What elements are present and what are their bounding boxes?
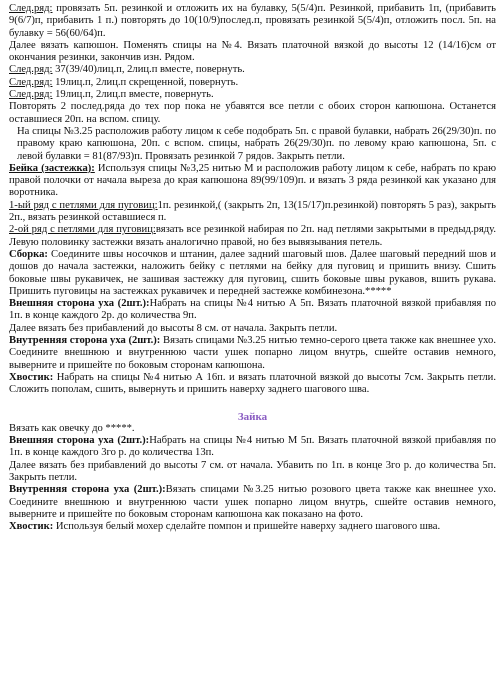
- assembly-heading: Сборка:: [9, 248, 48, 260]
- tail-heading: Хвостик:: [9, 371, 54, 383]
- bunny-outer-ear-heading: Внешняя сторона уха (2шт.):: [9, 435, 150, 447]
- paragraph-text: Используя спицы №3,25 нитью М и расположив работу лицом к себе, набрать по краю правой полочки от начала выреза до края капюшона 89(99/109)п. и вязать 3 ряда резинкой как указано для воротника.: [9, 162, 496, 199]
- paragraph-collar: На спицы №3.25 расположив работу лицом к себе подобрать 5п. с правой булавки, набрать 26(29/30)п. по правому краю капюшона, 20п. с вспом. спицы, набрать 26(29/30)п. по левому краю капюшона, 5п. с левой булавки = 81(87/93)п. Провязать резинкой 7 рядов. Закрыть петли.: [17, 125, 496, 162]
- paragraph-placket: [9, 163, 496, 200]
- paragraph-text: 19лиц.п, 2лиц.п скрещенной, повернуть.: [52, 76, 239, 88]
- paragraph-text: Вязать спицами №3.25 нитью розового цвета также как внешнее ухо. Соедините внешнюю и внутреннюю части ушек попарно лицом внутрь, сшейте оставив немного, выверните и пришейте по боковым сторонам капюшона как показано на фото.: [9, 484, 497, 520]
- section-title-bunny: Зайка: [237, 410, 268, 423]
- paragraph-bunny-inner-ear: [9, 484, 496, 521]
- paragraph-text: Набрать на спицы №4 нитью М 5п. Вязать платочной вязкой прибавляя по 1п. в конце каждого 3го р. до количества 13п.: [9, 435, 496, 459]
- placket-heading: Бейка (застежка):: [9, 162, 95, 174]
- next-row-label: След.ряд:: [9, 64, 53, 76]
- bunny-inner-ear-heading: Внутренняя сторона уха (2шт.):: [9, 484, 166, 496]
- paragraph-text: Набрать на спицы №4 нитью А 16п. и вязать платочной вязкой до высоты 7см. Закрыть петли. Сложить пополам, сшить, вывернуть и пришить наверху заднего шагового шва.: [9, 371, 496, 396]
- paragraph-repeat-rows: Повторять 2 послед.ряда до тех пор пока не убавятся все петли с обоих сторон капюшона. Останется оставшиеся 20п. на вспом. спицу.: [9, 101, 496, 125]
- buttonhole-row-2-label: 2-ой ряд с петлями для пуговиц:: [9, 224, 156, 236]
- bunny-tail-heading: Хвостик:: [9, 521, 54, 533]
- paragraph-bunny-outer-ear-cont: Далее вязать без прибавлений до высоты 7 см. от начала. Убавить по 1п. в конце 3го р. до количества 5п. Закрыть петли.: [9, 459, 496, 483]
- paragraph-bunny-tail: [9, 521, 496, 533]
- paragraph-assembly: [9, 249, 496, 298]
- paragraph-next-row-2: [9, 64, 496, 76]
- paragraph-buttonhole-row-1: [9, 200, 496, 225]
- inner-ear-heading: Внутренняя сторона уха (2шт.):: [9, 335, 161, 347]
- paragraph-next-row-1: [9, 3, 496, 40]
- paragraph-tail: [9, 372, 496, 397]
- section-spacer: [9, 397, 496, 411]
- paragraph-text: Соедините швы носочков и штанин, далее задний шаговый шов. Далее шаговый передний шов и дошов до начала застежки, наложить бейку с петлями на бейку для пуговиц и пришить внизу. Сшить боковые швы рукавичек, не зашивая застежку для пуговиц, сшить боковые швы рукавов, вшить рукава. Пришить пуговицы на застежках рукавичек и передней застежке комбинезона.*****: [9, 248, 496, 297]
- paragraph-text: Вязать спицами №3.25 нитью темно-серого цвета также как внешнее ухо. Соедините внешнюю и внутреннюю части ушек попарно лицом внутрь, сшейте оставив немного, выверните и пришейте по боковым сторонам капюшона.: [9, 335, 497, 371]
- next-row-label: След.ряд:: [9, 76, 53, 88]
- paragraph-bunny-outer-ear: [9, 435, 496, 460]
- paragraph-text: Используя белый мохер сделайте помпон и пришейте наверху заднего шагового шва.: [53, 521, 441, 533]
- outer-ear-heading: Внешняя сторона уха (2шт.):: [9, 298, 150, 310]
- paragraph-buttonhole-row-2: [9, 224, 496, 249]
- paragraph-text: вязать все резинкой набирая по 2п. над петлями закрытыми в предыд.ряду. Левую половинку застежки вязать аналогично правой, но без вывязывания петель.: [9, 224, 496, 248]
- paragraph-text: 37(39/40)лиц.п, 2лиц.п вместе, повернуть.: [52, 64, 245, 76]
- paragraph-hood-start: Далее вязать капюшон. Поменять спицы на №4. Вязать платочной вязкой до высоты 12 (14/16)см от окончания резинки, закончив изн. Рядом.: [9, 39, 496, 64]
- paragraph-bunny-intro: Вязать как овечку до *****.: [9, 422, 135, 434]
- paragraph-next-row-3: [9, 77, 496, 89]
- paragraph-outer-ear-cont: Далее вязать без прибавлений до высоты 8 см. от начала. Закрыть петли.: [9, 322, 338, 334]
- paragraph-text: провязать 5п. резинкой и отложить их на булавку, 5(5/4)п. Резинкой, прибавить 1п, (прибавить 9(6/7)п, прибавить 1 п.) повторять до 10(10/9)послед.п, провязать резинкой 5(5/4)п, отложить посл. 5п. на булавку = 56(60/64)п.: [9, 3, 496, 39]
- paragraph-inner-ear: [9, 335, 496, 372]
- next-row-label: След.ряд:: [9, 89, 53, 101]
- paragraph-text: Набрать на спицы №4 нитью А 5п. Вязать платочной вязкой прибавляя по 1п. в конце каждого 2р. до количества 9п.: [9, 298, 496, 322]
- paragraph-next-row-4: [9, 89, 496, 101]
- paragraph-text: 1п. резинкой,( (закрыть 2п, 13(15/17)п.резинкой) повторять 5 раз), закрыть 2п., вязать резинкой оставшиеся п.: [9, 199, 496, 224]
- paragraph-outer-ear: [9, 298, 496, 323]
- next-row-label: След.ряд:: [9, 3, 53, 14]
- paragraph-text: 19лиц.п, 2лиц.п вместе, повернуть.: [52, 89, 214, 101]
- buttonhole-row-1-label: 1-ый ряд с петлями для пуговиц:: [9, 199, 158, 211]
